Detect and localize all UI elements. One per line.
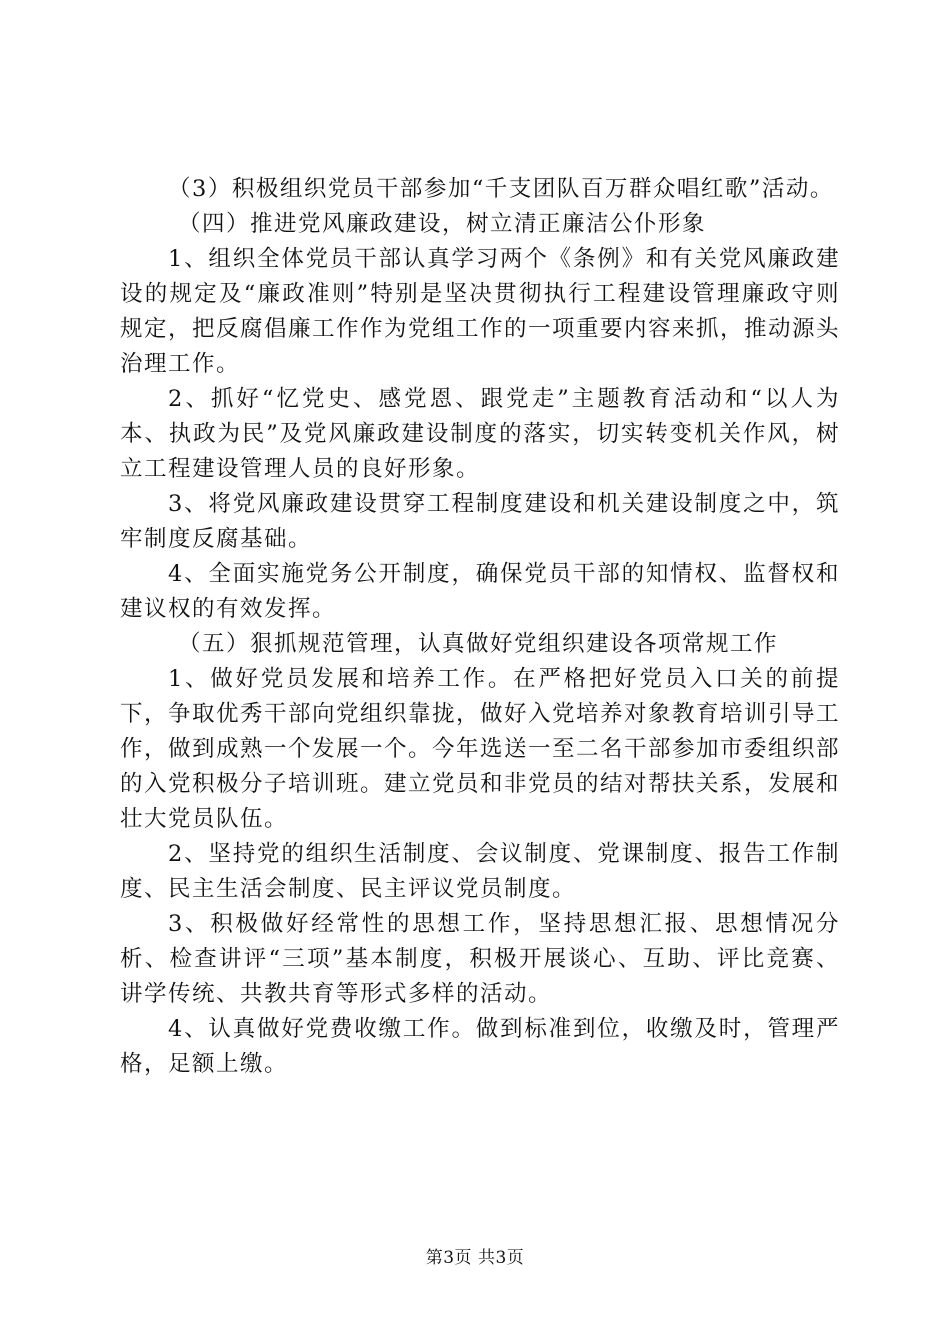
paragraph-item-4-2: 2、抓好“忆党史、感党恩、跟党走”主题教育活动和“以人为本、执政为民”及党风廉政建设制度的落实，切实转变机关作风，树立工程建设管理人员的良好形象。 xyxy=(120,386,840,482)
page-footer: 第3页 共3页 xyxy=(425,1248,525,1268)
paragraph-item-5-3: 3、积极做好经常性的思想工作，坚持思想汇报、思想情况分析、检查讲评“三项”基本制度，积极开展谈心、互助、评比竞赛、讲学传统、共教共育等形式多样的活动。 xyxy=(120,911,840,1007)
section-heading-4: （四）推进党风廉政建设，树立清正廉洁公仆形象 xyxy=(178,211,707,237)
paragraph-item-5-4: 4、认真做好党费收缴工作。做到标准到位，收缴及时，管理严格，足额上缴。 xyxy=(120,1016,840,1077)
document-body xyxy=(120,172,840,1082)
paragraph-item-4-4: 4、全面实施党务公开制度，确保党员干部的知情权、监督权和建议权的有效发挥。 xyxy=(120,561,840,622)
paragraph-item-4-1: 1、组织全体党员干部认真学习两个《条例》和有关党风廉政建设的规定及“廉政准则”特别是坚决贯彻执行工程建设管理廉政守则规定，把反腐倡廉工作作为党组工作的一项重要内容来抓，推动源头治理工作。 xyxy=(120,246,841,377)
paragraph-item-4-3: 3、将党风廉政建设贯穿工程制度建设和机关建设制度之中，筑牢制度反腐基础。 xyxy=(120,491,840,552)
paragraph-activity-3: （3）积极组织党员干部参加“千支团队百万群众唱红歌”活动。 xyxy=(168,176,834,202)
section-heading-5: （五）狠抓规范管理，认真做好党组织建设各项常规工作 xyxy=(178,631,779,657)
paragraph-item-5-1: 1、做好党员发展和培养工作。在严格把好党员入口关的前提下，争取优秀干部向党组织靠拢，做好入党培养对象教育培训引导工作，做到成熟一个发展一个。今年选送一至二名干部参加市委组织部的入党积极分子培训班。建立党员和非党员的结对帮扶关系，发展和壮大党员队伍。 xyxy=(120,666,841,832)
paragraph-item-5-2: 2、坚持党的组织生活制度、会议制度、党课制度、报告工作制度、民主生活会制度、民主评议党员制度。 xyxy=(120,841,840,902)
